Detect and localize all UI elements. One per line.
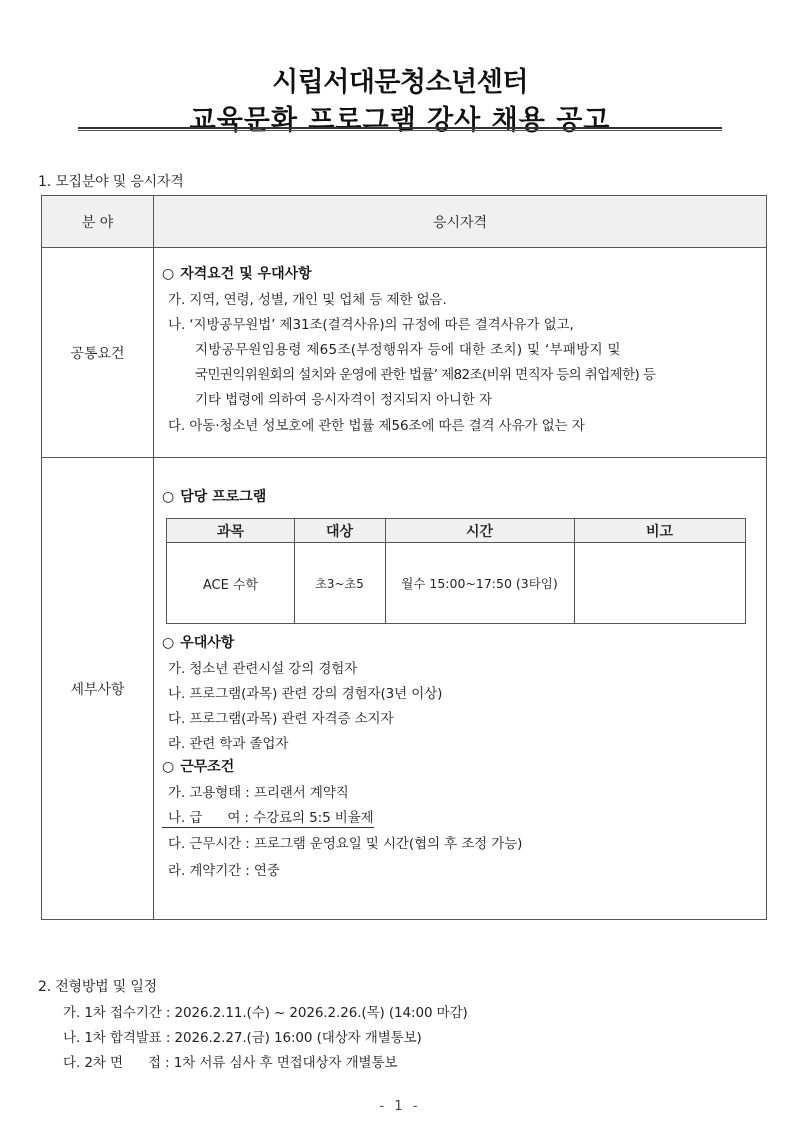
- header-time: 시간: [465, 523, 494, 540]
- cell-time: 월수 15:00~17:50 (3타임): [401, 576, 558, 591]
- block-title-text: 우대사항: [180, 635, 235, 651]
- section-1-heading: 1. 모집분야 및 응시자격: [38, 174, 184, 190]
- list-item-continuation: 지방공무원임용령 제65조(부정행위자 등에 대한 조치) 및 ‘부패방지 및: [195, 342, 621, 358]
- page-number: - 1 -: [379, 1099, 421, 1114]
- list-item: 가. 청소년 관련시설 강의 경험자: [168, 661, 358, 677]
- block-title-text: 담당 프로그램: [180, 489, 267, 505]
- list-item: 가. 고용형태 : 프리랜서 계약직: [168, 785, 349, 801]
- column-divider: [153, 458, 154, 920]
- circle-bullet-icon: ○: [162, 489, 175, 505]
- list-item-continuation: 국민권익위원회의 설치와 운영에 관한 법률’ 제82조(비위 면직자 등의 취업제한) 등: [195, 367, 656, 383]
- document-title: 교육문화 프로그램 강사 채용 공고: [189, 105, 611, 136]
- qualification-table: [41, 195, 767, 920]
- circle-bullet-icon: ○: [162, 759, 175, 775]
- column-divider: [153, 248, 154, 457]
- section-2-heading: 2. 전형방법 및 일정: [38, 979, 157, 995]
- list-item: 다. 아동·청소년 성보호에 관한 법률 제56조에 따른 결격 사유가 없는 자: [168, 418, 585, 434]
- circle-bullet-icon: ○: [162, 266, 175, 282]
- list-item-continuation: 기타 법령에 의하여 응시자격이 정지되지 아니한 자: [195, 392, 492, 408]
- list-item: 라. 계약기간 : 연중: [168, 863, 280, 879]
- row-label-details: 세부사항: [70, 682, 125, 698]
- list-item: 나. ‘지방공무원법’ 제31조(결격사유)의 규정에 따른 결격사유가 없고,: [168, 317, 574, 333]
- block-title-qualification: [162, 263, 312, 283]
- table-row-details: [42, 458, 766, 920]
- schedule-item-interview: 다. 2차 면 접 : 1차 서류 심사 후 면접대상자 개별통보: [63, 1055, 398, 1071]
- program-table: [166, 518, 746, 624]
- schedule-item-application-period: 가. 1차 접수기간 : 2026.2.11.(수) ~ 2026.2.26.(목) (14:00 마감): [63, 1005, 468, 1021]
- cell-note: [574, 543, 745, 623]
- list-item: 다. 근무시간 : 프로그램 운영요일 및 시간(협의 후 조정 가능): [168, 836, 523, 852]
- header-qualification: 응시자격: [432, 214, 488, 231]
- list-item-salary: 나. 급 여 : 수강료의 5:5 비율제: [162, 806, 374, 828]
- header-subject: 과목: [216, 523, 245, 540]
- cell-target: 초3~초5: [315, 576, 364, 591]
- block-title-working-conditions: [162, 756, 234, 776]
- document-title-organization: 시립서대문청소년센터: [272, 67, 528, 98]
- title-double-underline: [78, 127, 722, 131]
- header-field: 분 야: [81, 214, 114, 231]
- header-target: 대상: [325, 523, 354, 540]
- qualification-table-header: [42, 196, 766, 248]
- block-title-preferences: [162, 632, 234, 652]
- list-item: 다. 프로그램(과목) 관련 자격증 소지자: [168, 711, 394, 727]
- block-title-program: [162, 486, 266, 506]
- table-row-common-requirements: [42, 248, 766, 458]
- list-item: 가. 지역, 연령, 성별, 개인 및 업체 등 제한 없음.: [168, 292, 447, 308]
- block-title-text: 자격요건 및 우대사항: [180, 266, 312, 282]
- row-label-common: 공통요건: [70, 345, 125, 362]
- circle-bullet-icon: ○: [162, 635, 175, 651]
- list-item: 라. 관련 학과 졸업자: [168, 736, 289, 752]
- list-item: 나. 프로그램(과목) 관련 강의 경험자(3년 이상): [168, 686, 443, 702]
- cell-subject: ACE 수학: [202, 577, 259, 593]
- header-note: 비고: [645, 523, 674, 540]
- schedule-item-first-announcement: 나. 1차 합격발표 : 2026.2.27.(금) 16:00 (대상자 개별통보): [63, 1030, 422, 1046]
- block-title-text: 근무조건: [180, 759, 235, 775]
